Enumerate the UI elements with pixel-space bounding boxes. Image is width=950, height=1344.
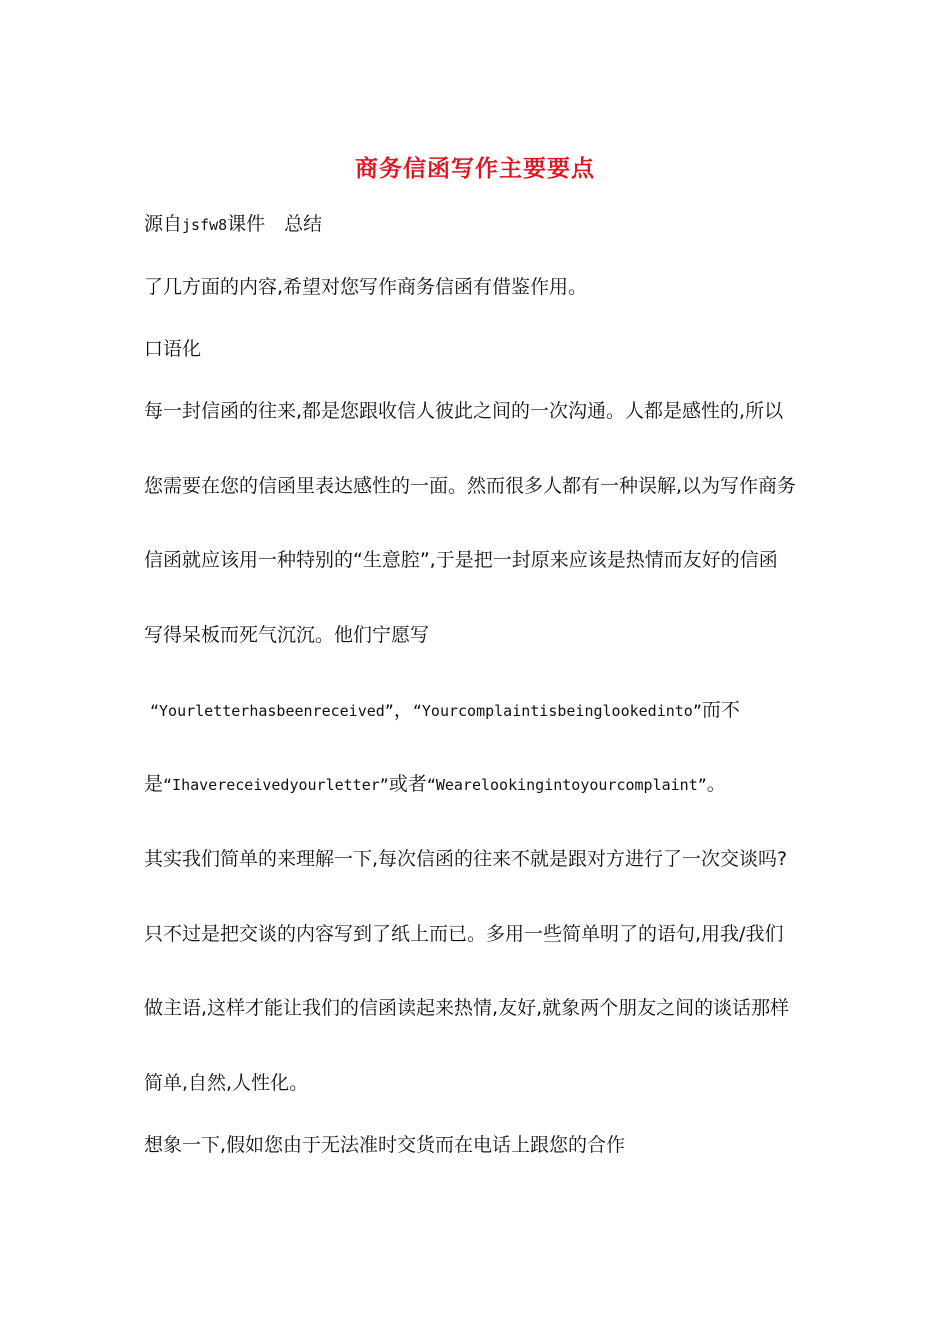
source-suffix: 课件 总结: [227, 213, 323, 235]
source-line: [144, 211, 322, 238]
document-title: 商务信函写作主要要点: [355, 156, 595, 182]
paragraph-line: 做主语,这样才能让我们的信函读起来热情,友好,就象两个朋友之间的谈话那样: [144, 997, 790, 1019]
paragraph-line: 每一封信函的往来,都是您跟收信人彼此之间的一次沟通。人都是感性的,所以: [144, 400, 784, 422]
example-tail: 而不: [701, 699, 740, 721]
paragraph-line: 写得呆板而死气沉沉。他们宁愿写: [144, 624, 430, 646]
source-code: jsfw8: [182, 216, 228, 234]
example-quote: “Yourletterhasbeenreceived”: [150, 702, 394, 720]
paragraph-line: 信函就应该用一种特别的“生意腔”,于是把一封原来应该是热情而友好的信函: [144, 549, 778, 571]
example-line: [150, 697, 740, 724]
example-quote: “Ihavereceivedyourletter”: [163, 776, 389, 794]
example-line: [144, 771, 726, 798]
example-connector: 或者: [388, 773, 427, 795]
paragraph-line: 想象一下,假如您由于无法准时交货而在电话上跟您的合作: [144, 1134, 626, 1156]
example-head: 是: [144, 773, 164, 795]
paragraph-line: 只不过是把交谈的内容写到了纸上而已。多用一些简单明了的语句,用我/我们: [144, 923, 784, 945]
section-heading: 口语化: [144, 338, 202, 360]
paragraph-line: 简单,自然,人性化。: [144, 1072, 309, 1094]
example-separator: ，: [393, 699, 413, 721]
example-tail: 。: [706, 773, 726, 795]
example-quote: “Wearelookingintoyourcomplaint”: [426, 776, 707, 794]
paragraph-line: 其实我们简单的来理解一下,每次信函的往来不就是跟对方进行了一次交谈吗?: [144, 848, 788, 870]
intro-line: 了几方面的内容,希望对您写作商务信函有借鉴作用。: [144, 276, 588, 298]
source-prefix: 源自: [144, 213, 183, 235]
example-quote: “Yourcomplaintisbeinglookedinto”: [412, 702, 702, 720]
paragraph-line: 您需要在您的信函里表达感性的一面。然而很多人都有一种误解,以为写作商务: [144, 475, 797, 497]
